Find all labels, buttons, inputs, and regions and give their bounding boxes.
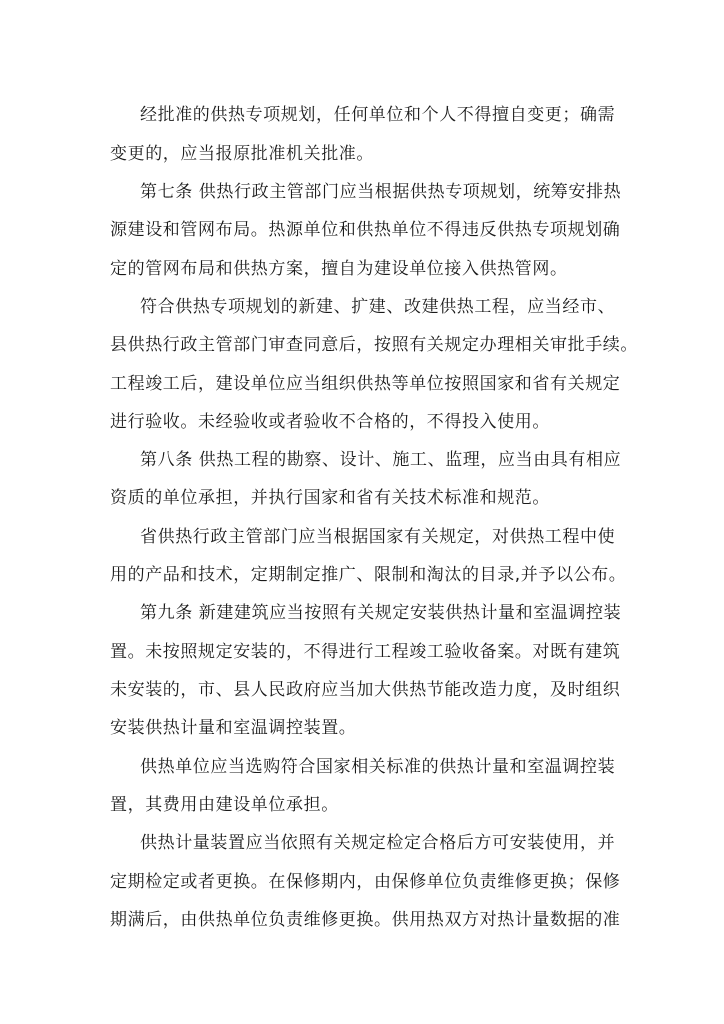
- paragraph-line: 期满后，由供热单位负责维修更换。供用热双方对热计量数据的准: [110, 910, 621, 930]
- paragraph-line: 县供热行政主管部门审查同意后，按照有关规定办理相关审批手续。: [110, 335, 638, 355]
- paragraph-line: 经批准的供热专项规划，任何单位和个人不得擅自变更；确需: [140, 105, 616, 125]
- paragraph-line: 省供热行政主管部门应当根据国家有关规定，对供热工程中使: [140, 527, 616, 547]
- article-8-line: 第八条 供热工程的勘察、设计、施工、监理，应当由具有相应: [140, 450, 622, 470]
- article-9-line: 第九条 新建建筑应当按照有关规定安装供热计量和室温调控装: [140, 603, 622, 623]
- paragraph-line: 置，其费用由建设单位承担。: [110, 795, 339, 815]
- paragraph-line: 供热单位应当选购符合国家相关标准的供热计量和室温调控装: [140, 757, 616, 777]
- paragraph-line: 安装供热计量和室温调控装置。: [110, 718, 357, 738]
- paragraph-line: 资质的单位承担，并执行国家和省有关技术标准和规范。: [110, 488, 550, 508]
- paragraph-line: 定期检定或者更换。在保修期内，由保修单位负责维修更换；保修: [110, 872, 621, 892]
- paragraph-line: 源建设和管网布局。热源单位和供热单位不得违反供热专项规划确: [110, 220, 621, 240]
- paragraph-line: 供热计量装置应当依照有关规定检定合格后方可安装使用，并: [140, 833, 616, 853]
- paragraph-line: 置。未按照规定安装的，不得进行工程竣工验收备案。对既有建筑: [110, 642, 621, 662]
- paragraph-line: 用的产品和技术，定期制定推广、限制和淘汰的目录,并予以公布。: [110, 565, 627, 585]
- paragraph-line: 进行验收。未经验收或者验收不合格的，不得投入使用。: [110, 412, 550, 432]
- paragraph-line: 未安装的，市、县人民政府应当加大供热节能改造力度，及时组织: [110, 680, 621, 700]
- paragraph-line: 变更的，应当报原批准机关批准。: [110, 144, 374, 164]
- paragraph-line: 工程竣工后，建设单位应当组织供热等单位按照国家和省有关规定: [110, 374, 621, 394]
- article-7-line: 第七条 供热行政主管部门应当根据供热专项规划，统筹安排热: [140, 182, 622, 202]
- paragraph-line: 定的管网布局和供热方案，擅自为建设单位接入供热管网。: [110, 259, 568, 279]
- paragraph-line: 符合供热专项规划的新建、扩建、改建供热工程，应当经市、: [140, 297, 616, 317]
